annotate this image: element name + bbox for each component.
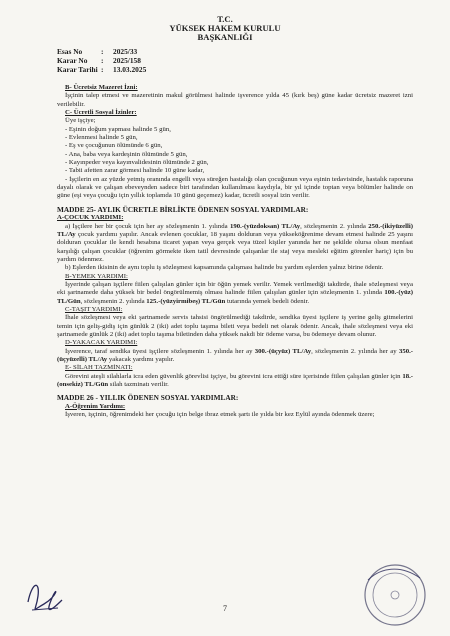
esas-label: Esas No — [57, 47, 83, 56]
leave-item: - Eşinin doğum yapması halinde 5 gün, — [65, 125, 171, 133]
section-b-title: B- Ücretsiz Mazeret İzni: — [65, 84, 138, 91]
child-aid-text-b: b) Eşlerden ikisinin de aynı toplu iş sözleşmesi kapsamında çalışması halinde bu yardım eşlerden yalnız birine ödenir. — [65, 264, 384, 272]
leave-item: - Eş ve çocuğunun ölümünde 6 gün, — [65, 142, 163, 150]
weapon-allowance-title: E- SİLAH TAZMİNATI: — [65, 364, 133, 372]
official-seal-icon — [360, 560, 430, 630]
document-body — [57, 84, 413, 419]
header-tc: T.C. — [217, 14, 233, 24]
child-aid-text-a: a) İşçilere her bir çocuk için her ay sözleşmenin 1. yılında 190.-(yüzdoksan) TL/Ay, sözleşmenin 2. yılında 250.-(ikiyüzelli) TL/Ay çocuk yardımı yapılır. Ancak evlenen çocuklar, 18 yaşını dolduran veya yükseköğrenime devam etmesi halinde 25 yaşını dolduran çocuklar ile kendi hesabına ticaret yapan veya gerçek veya tüzel kişiler yanında her ne şekilde olursa olsun menfaat karşılığı çalışan çocuklar (öğrenim görmekte iken tatil devresinde çalışanlar ile staj veya mesleki eğitim görenler hariç) için bu yardım ödenmez. — [57, 222, 413, 263]
leave-item: - Evlenmesi halinde 5 gün, — [65, 134, 138, 142]
tarih-label: Karar Tarihi — [57, 65, 98, 74]
child-aid-title: A-ÇOCUK YARDIMI: — [57, 214, 124, 222]
weapon-allowance-text: Görevini ateşli silahlarla icra eden güvenlik görevlisi işçiye, bu görevini icra ettiği süre içerisinde fiilen çalışılan günler için 18.-(onsekiz) TL/Gün silah tazminatı verilir. — [57, 372, 413, 389]
karar-label: Karar No — [57, 56, 88, 65]
esas-value: 2025/33 — [113, 47, 138, 56]
header-institution: YÜKSEK HAKEM KURULU — [169, 23, 281, 33]
fuel-aid-title: D-YAKACAK YARDIMI: — [65, 339, 138, 347]
article-25-title: MADDE 25- AYLIK ÜCRETLE BİRLİKTE ÖDENEN SOSYAL YARDIMLAR: — [57, 204, 309, 214]
education-aid-title: A-Öğrenim Yardımı: — [65, 402, 126, 410]
article-26-title: MADDE 26 - YILLIK ÖDENEN SOSYAL YARDIMLAR: — [57, 393, 239, 403]
education-aid-text: İşveren, işçinin, öğrenimdeki her çocuğu için belge ibraz etmek şartı ile yılda bir kez Eylül ayında ödenmek üzere; — [65, 411, 375, 419]
leave-item: - Kayınpeder veya kayınvalidesinin ölümünde 2 gün, — [65, 159, 209, 167]
section-c-title: C- Ücretli Sosyal İzinler: — [65, 109, 137, 117]
meal-aid-text: İşyerinde çalışan işçilere fiilen çalışılan günler için bir öğün yemek verilir. Yemek verilmediği takdirde, ihale sözleşmesi veya eki şartnamede daha yüksek bir bedel öngörülmemiş olması halinde fiilen çalışılan günler için sözleşmenin 1. yılında 100.-(yüz) TL/Gün, sözleşmenin 2. yılında 125.-(yüzyirmibeş) TL/Gün tutarında yemek bedeli ödenir. — [57, 280, 413, 305]
leave-item: - Ana, baba veya kardeşinin ölümünde 5 gün, — [65, 150, 188, 158]
karar-row: Karar No : 2025/158 — [57, 56, 141, 65]
section-b-text: İşçinin talep etmesi ve mazeretinin makul görülmesi halinde işverence yılda 45 (kırk beş) güne kadar ücretsiz mazeret izni verilebilir. — [57, 92, 413, 108]
leave-item: - Tabii afetten zarar görmesi halinde 10 güne kadar, — [65, 167, 205, 175]
header-department: BAŞKANLIĞI — [197, 32, 253, 42]
leave-item-disabled-child: - İşçilerin en az yüzde yetmiş oranında engelli veya süreğen hastalığı olan çocuğunun veya eşinin tedavisinde, hastalık raporuna dayalı olarak ve çalışan ebeveynden sadece biri tarafından kullanılması kaydıyla, bir yıl içinde toptan veya bölümler halinde on güne (eşi veya çocuğu için yıllık toplamda 10 günü geçemez) kadar, ücretli sosyal izin verilir. — [57, 175, 413, 200]
karar-value: 2025/158 — [113, 56, 141, 65]
transport-aid-text: İhale sözleşmesi veya eki şartnamede servis tahsisi öngörülmediği takdirde, sendika üyesi işçilere iş yerine geliş gitmelerini temin için geliş-gidiş için günlük 2 (iki) adet toplu taşıma bileti veya bedeli net olarak ödenir. Ancak, ihale sözleşmesi veya eki şartnamede günlük 2 (iki) adet toplu taşıma biletinden daha yüksek nakdi bir ödeme varsa, bu ödemeye devam olunur. — [57, 314, 413, 338]
esas-row: Esas No : 2025/33 — [57, 47, 138, 56]
tarih-row: Karar Tarihi : 13.03.2025 — [57, 65, 147, 74]
section-c-intro: Üye işçiye; — [65, 117, 96, 125]
transport-aid-title: C-TAŞIT YARDIMI: — [65, 305, 123, 313]
page-number: 7 — [223, 604, 227, 613]
tarih-value: 13.03.2025 — [113, 65, 147, 74]
meal-aid-title: B-YEMEK YARDIMI: — [65, 272, 128, 280]
signature-icon — [18, 562, 78, 622]
fuel-aid-text: İşverence, taraf sendika üyesi işçilere sözleşmenin 1. yılında her ay 300.-(üçyüz) TL/Ay, sözleşmenin 2. yılında her ay 350.-(üçyüzelli) TL/Ay yakacak yardımı yapılır. — [57, 347, 414, 363]
